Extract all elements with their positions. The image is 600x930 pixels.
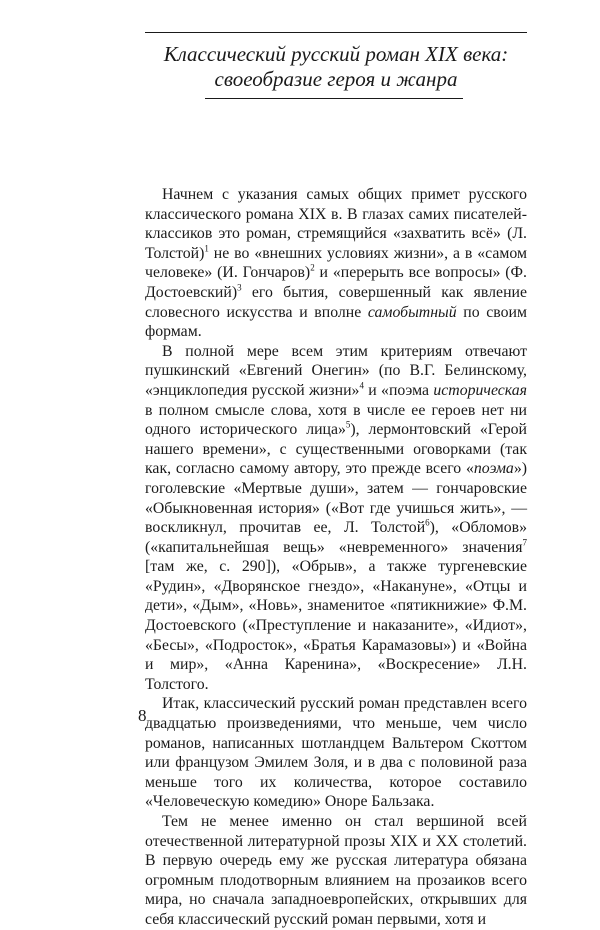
chapter-title (145, 42, 527, 92)
top-rule (145, 32, 527, 33)
text-run: ), «Обломов» («капитальнейшая вещь» «невременного» значения (145, 519, 527, 556)
emphasis: самобытный (367, 303, 457, 321)
footnote-ref: 5 (345, 419, 351, 430)
footnote-ref: 6 (425, 517, 430, 528)
paragraph-2 (145, 342, 527, 695)
text-run: ), лермонтовский «Герой нашего времени», с существенными оговорками (так как, согласно самому автору, это прежде всего « (145, 421, 527, 478)
text-run: В полной мере всем этим критериям отвечают пушкинский «Евгений Онегин» (по В.Г. Белинскому, «энциклопедия русской жизни» (145, 342, 527, 399)
chapter-title-line-2: своеобразие героя и жанра (214, 67, 458, 91)
text-run: не во «внешних условиях жизни», а в «самом человеке» (И. Гончаров) (145, 244, 527, 282)
text-run: [там же, с. 290]), «Обрыв», а также тургеневские «Рудин», «Дворянское гнездо», «Накануне», «Отцы и дети», «Дым», «Новь», знаменитое «пятикнижие» Ф.М. Достоевского («Преступление и наказаните», «Идиот», «Бесы», «Подросток», «Братья Карамазовы») и «Война и мир», «Анна Каренина», «Воскресение» Л.Н. Толстого. (145, 558, 527, 693)
footnote-ref: 7 (522, 537, 527, 548)
title-underline (205, 98, 463, 99)
footnote-ref: 4 (359, 380, 364, 391)
paragraph-3: Итак, классический русский роман представлен всего двадцатью произведениями, что меньше, чем число романов, написанных шотландцем Вальтером Скоттом или французом Эмилем Золя, и в два с половиной раза меньше того их количества, которое составило «Человеческую комедию» Оноре Бальзака. (145, 695, 527, 811)
footnote-ref: 3 (237, 282, 242, 293)
text-run: и «поэма (363, 381, 434, 399)
body-text (145, 185, 527, 930)
emphasis: поэма (473, 460, 514, 478)
text-run: в полном смысле слова, хотя в числе ее героев нет ни одного исторического лица» (145, 401, 527, 439)
paragraph-4: Тем не менее именно он стал вершиной всей отечественной литературной прозы XIX и XX столетий. В первую очередь ему же русская литература обязана огромным плодотворным влиянием на прозаиков всего мира, но сначала западноевропейских, открывших для себя классический русский роман первыми, хотя и (145, 813, 527, 928)
text-run: ») гоголевские «Мертвые души», затем — гончаровские «Обыкновенная история» («Вот где учишься жить», — воскликнул, прочитав ее, Л. Толстой (145, 460, 527, 537)
text-run: и «перерыть все вопросы» (Ф. Достоевский) (145, 264, 527, 301)
text-run: Начнем с указания самых общих примет русского классического романа XIX в. В глазах самих писателей-классиков это роман, стремящийся «захватить всё» (Л. Толстой) (145, 186, 527, 262)
footnote-ref: 1 (204, 243, 209, 254)
text-run: по своим формам. (145, 303, 527, 341)
emphasis: историческая (433, 381, 527, 399)
chapter-title-line-1: Классический русский роман XIX века: (163, 42, 509, 66)
footnote-ref: 2 (310, 263, 315, 274)
page-number: 8 (138, 706, 147, 725)
paragraph-1 (145, 185, 527, 342)
text-run: его бытия, совершенный как явление словесного искусства и вполне (145, 283, 527, 321)
